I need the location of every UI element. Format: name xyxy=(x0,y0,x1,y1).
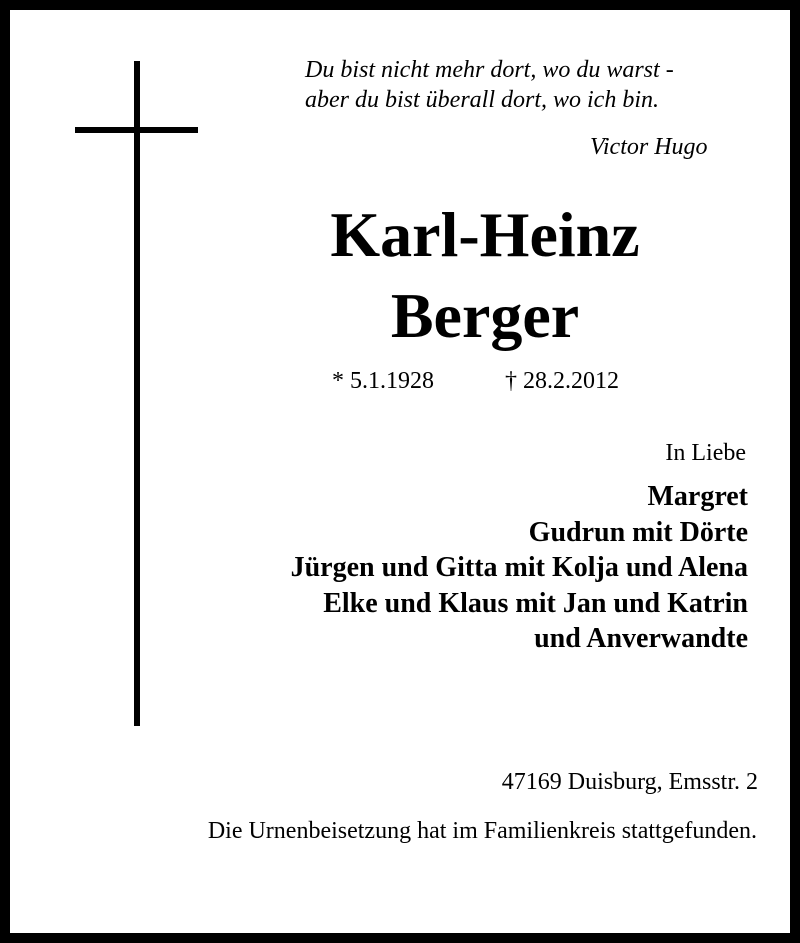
mourner-name: Jürgen und Gitta mit Kolja und Alena xyxy=(290,552,748,583)
death-date: † 28.2.2012 xyxy=(505,368,619,394)
mourner-name: und Anverwandte xyxy=(534,623,748,654)
burial-note: Die Urnenbeisetzung hat im Familienkreis stattgefunden. xyxy=(207,818,757,844)
cross-icon-vertical-bar xyxy=(134,61,140,726)
address: 47169 Duisburg, Emsstr. 2 xyxy=(501,769,758,795)
mourner-name: Margret xyxy=(647,481,748,512)
deceased-last-name: Berger xyxy=(390,280,580,351)
mourners-list xyxy=(291,479,748,657)
mourning-intro: In Liebe xyxy=(665,440,746,466)
cross-icon-horizontal-bar xyxy=(75,127,198,133)
birth-date: * 5.1.1928 xyxy=(332,368,434,394)
mourner-name: Gudrun mit Dörte xyxy=(528,516,748,548)
deceased-first-name: Karl-Heinz xyxy=(330,199,640,270)
quote-line-1: Du bist nicht mehr dort, wo du warst - xyxy=(305,57,674,83)
mourner-name: Elke und Klaus mit Jan und Katrin xyxy=(323,587,748,619)
quote-author: Victor Hugo xyxy=(590,134,708,160)
quote-line-2: aber du bist überall dort, wo ich bin. xyxy=(305,87,659,113)
